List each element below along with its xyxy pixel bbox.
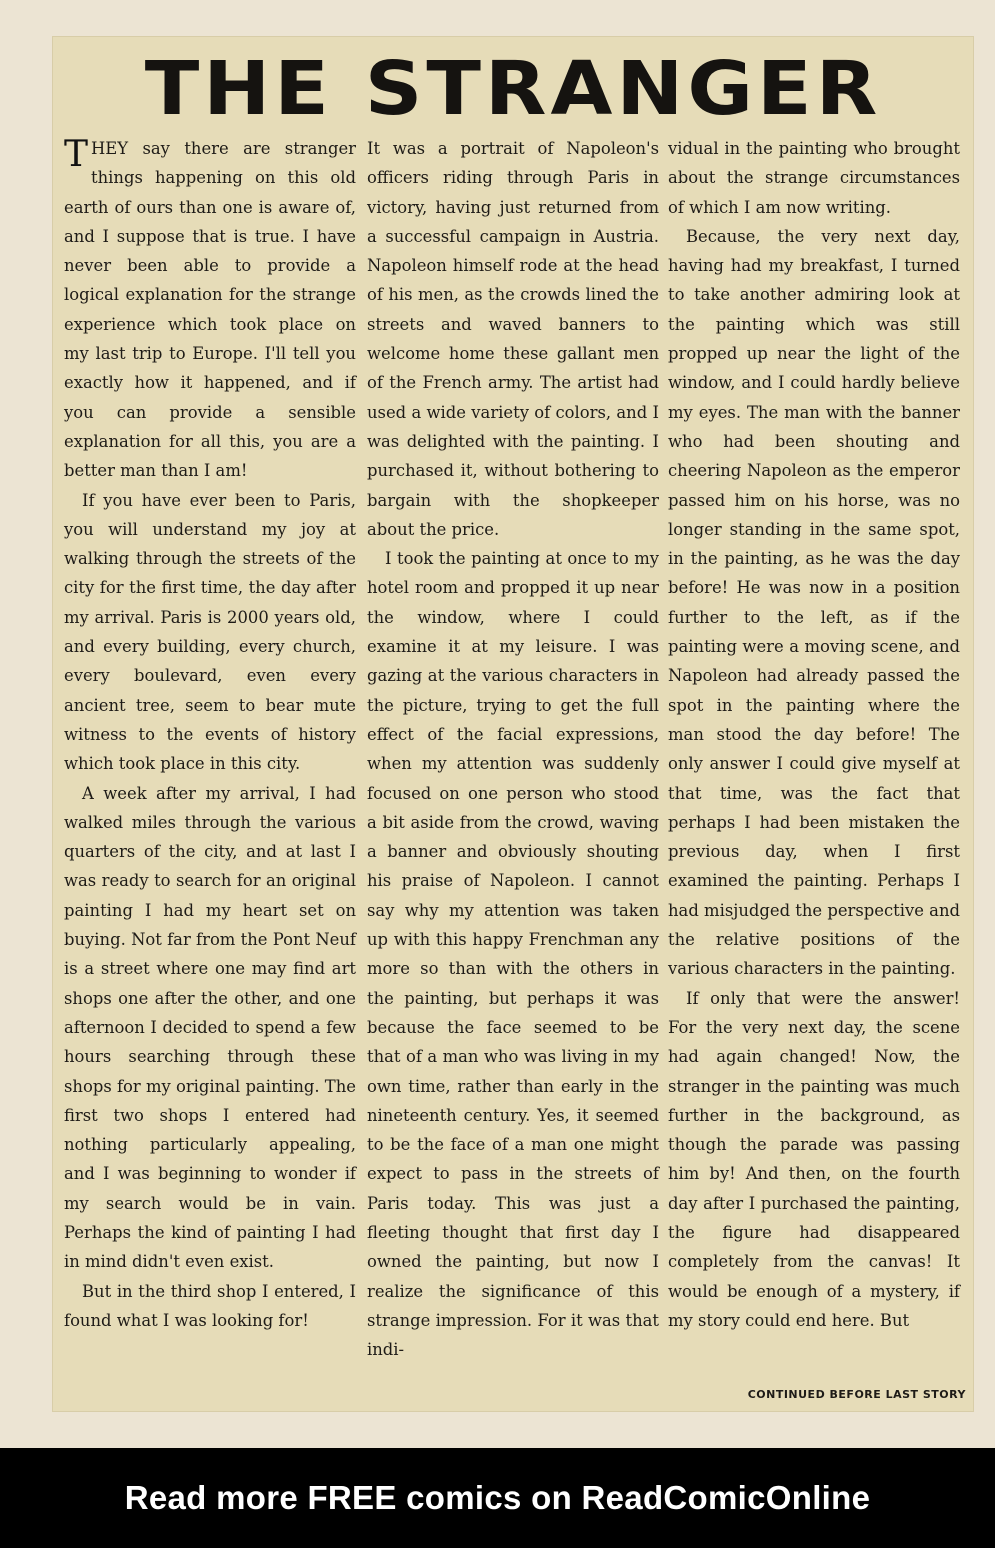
text-column-3 <box>668 134 960 1335</box>
text-column-2 <box>367 134 659 1364</box>
promo-banner[interactable] <box>0 1448 995 1548</box>
drop-cap: T <box>64 134 89 175</box>
paragraph: Because, the very next day, having had my breakfast, I turned to take another admiring look at the painting which was still propped up near the light of the window, and I could hardly believe my eyes. The man with the banner who had been shouting and cheering Napoleon as the emperor passed him on his horse, was no longer standing in the same spot, in the painting, as he was the day before! He was now in a position further to the left, as if the painting were a moving scene, and Napoleon had already passed the spot in the painting where the man stood the day before! The only answer I could give myself at that time, was the fact that perhaps I had been mistaken the previous day, when I first examined the painting. Perhaps I had misjudged the perspective and the relative positions of the various characters in the painting. <box>668 226 960 979</box>
paragraph: vidual in the painting who brought about the strange circumstances of which I am now writing. <box>668 139 960 217</box>
promo-banner-text[interactable]: Read more FREE comics on ReadComicOnline <box>124 1479 871 1516</box>
paragraph: If you have ever been to Paris, you will understand my joy at walking through the streets of the city for the first time, the day after my arrival. Paris is 2000 years old, and every building, every church, every boulevard, even every ancient tree, seem to bear mute witness to the events of history which took place in this city. <box>64 490 356 774</box>
paragraph: It was a portrait of Napoleon's officers riding through Paris in victory, having just returned from a successful campaign in Austria. Napoleon himself rode at the head of his men, as the crowds lined the streets and waved banners to welcome home these gallant men of the French army. The artist had used a wide variety of colors, and I was delighted with the painting. I purchased it, without bothering to bargain with the shopkeeper about the price. <box>367 139 659 539</box>
paragraph: THEY say there are stranger things happening on this old earth of ours than one is aware of, and I suppose that is true. I have never been able to provide a logical explanation for the strange experience which took place on my last trip to Europe. I'll tell you exactly how it happened, and if you can provide a sensible explanation for all this, you are a better man than I am! <box>64 134 356 481</box>
paragraph: I took the painting at once to my hotel room and propped it up near the window, where I could examine it at my leisure. I was gazing at the various characters in the picture, trying to get the full effect of the facial expressions, when my attention was suddenly focused on one person who stood a bit aside from the crowd, waving a banner and obviously shouting his praise of Napoleon. I cannot say why my attention was taken up with this happy Frenchman any more so than with the others in the painting, but perhaps it was because the face seemed to be that of a man who was living in my own time, rather than early in the nineteenth century. Yes, it seemed to be the face of a man one might expect to pass in the streets of Paris today. This was just a fleeting thought that first day I owned the painting, but now I realize the significance of this strange impression. For it was that indi- <box>367 549 659 1360</box>
continued-note: CONTINUED BEFORE LAST STORY <box>747 1388 966 1401</box>
paragraph: A week after my arrival, I had walked miles through the various quarters of the city, and at last I was ready to search for an original painting I had my heart set on buying. Not far from the Pont Neuf is a street where one may find art shops one after the other, and one afternoon I decided to spend a few hours searching through these shops for my original painting. The first two shops I entered had nothing particularly appealing, and I was beginning to wonder if my search would be in vain. Perhaps the kind of painting I had in mind didn't even exist. <box>64 783 356 1272</box>
paragraph: If only that were the answer! For the very next day, the scene had again changed! Now, the stranger in the painting was much further in the background, as though the parade was passing him by! And then, on the fourth day after I purchased the painting, the figure had disappeared completely from the canvas! It would be enough of a mystery, if my story could end here. But <box>668 988 960 1330</box>
paragraph: But in the third shop I entered, I found what I was looking for! <box>64 1281 356 1330</box>
text-column-1 <box>64 134 356 1335</box>
story-title: THE STRANGER <box>144 45 882 132</box>
